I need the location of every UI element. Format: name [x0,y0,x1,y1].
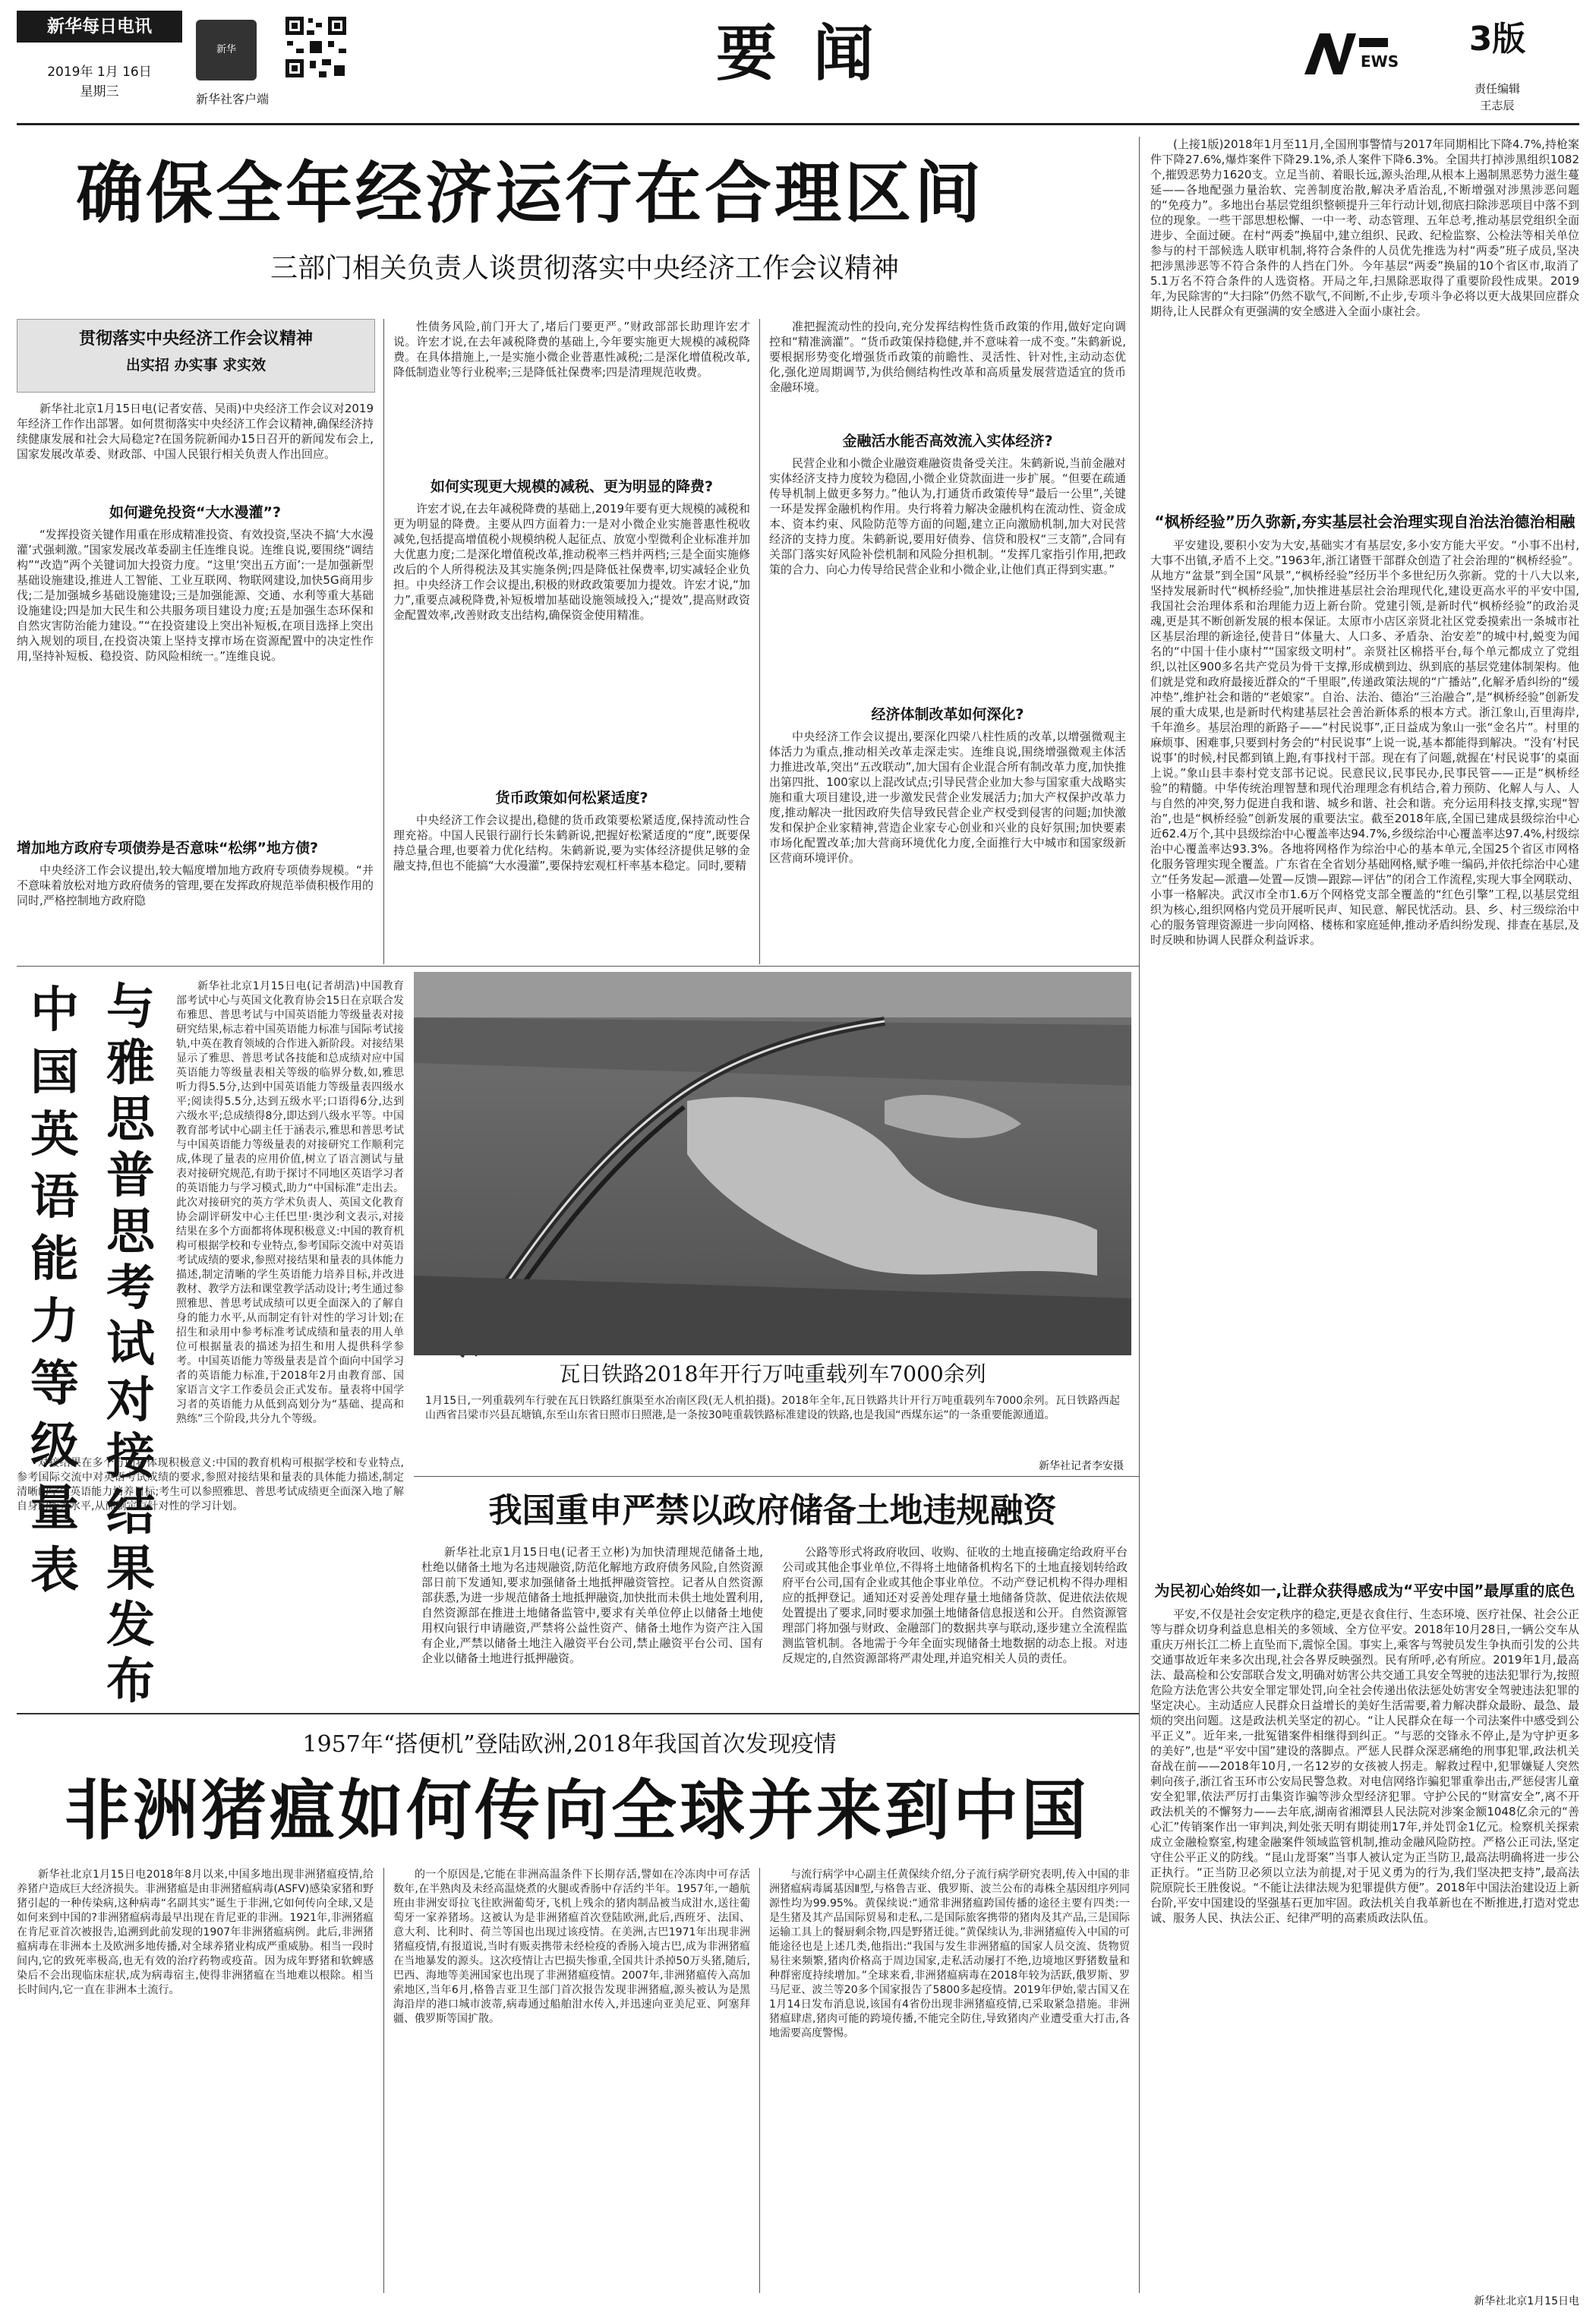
lead-paragraph: 许宏才说,在去年减税降费的基础上,2019年要有更大规模的减税和更为明显的降费。主要从四方面着力:一是对小微企业实施普惠性税收减免,包括提高增值税小规模纳税人起征点、放宽小型微利企业标准并加大优惠力度;二是深化增值税改革,推动税率三档并两档;三是全面实施修改后的个人所得税法及其实施条例;四是降低社保费率,切实减轻企业负担。中央经济工作会议提出,积极的财政政策要加力提效。许宏才说,“加力”,重要点减税降费,补短板增加基础设施领域投入;“提效”,提高财政资金配置效率,改善财政支出结构,确保资金使用精准。 [393,502,750,622]
land-column-1 [421,1544,763,1696]
lead-paragraph: 性债务风险,前门开大了,堵后门要更严。”财政部部长助理许宏才说。许宏才说,在去年减税降费的基础上,今年要实施更大规模的减税降费。在具体措施上,一是实施小微企业普惠性减税;二是深化增值税改革,降低制造业等行业税率;三是降低社保费率;四是清理规范收费。 [393,320,750,379]
question-heading: 货币政策如何松紧适度? [495,790,648,806]
english-title-col1: 中国英语能力等级量表 [30,982,79,1599]
photo-caption: 1月15日,一列重载列车行驶在瓦日铁路红旗渠至水冶南区段(无人机拍摄)。2018年全年,瓦日铁路共计开行万吨重载列车7000余列。瓦日铁路西起山西省吕梁市兴县瓦塘镇,东至山东省日照市日照港,是一条按30吨重载铁路标准建设的铁路,也是我国“西煤东运”的一条重要能源通道。 [425,1395,1120,1421]
masthead-divider [17,123,1579,125]
lead-column-1 [17,401,374,963]
column-rule [759,1868,760,2293]
question-heading: 金融活水能否高效流入实体经济? [842,433,1053,449]
svg-text:EWS: EWS [1361,52,1399,71]
lead-paragraph: “发挥投资关键作用重在形成精准投资、有效投资,坚决不搞‘大水漫灌’式强刺激。”国家发展改革委副主任连维良说。连维良说,要围绕“调结构”“改造”两个关键词加大投资力度。“这里‘突出五方面’:一是加强新型基础设施建设,推进人工智能、工业互联网、物联网建设,加快5G商用步伐;二是加强城乡基础设施建设;三是加强能源、交通、水利等重大基础设施建设;四是加大民生和公共服务项目建设力度;五是加强生态环保和自然灾害防治能力建设。”“在投资建设上突出补短板,在项目选择上突出纳入规划的项目,在投资决策上坚持支撑市场在资源配置中的决定性作用,坚持补短板、稳投资、防风险相统一。”连维良说。 [17,528,374,663]
english-body [176,979,404,1450]
asf-paragraph: 与流行病学中心副主任黄保续介绍,分子流行病学研究表明,传入中国的非洲猪瘟病毒属基因Ⅱ型,与格鲁吉亚、俄罗斯、波兰公布的毒株全基因组序列同源性均为99.95%。黄保续说:“通常非洲猪瘟跨国传播的途径主要有四类:一是生猪及其产品国际贸易和走私,二是国际旅客携带的猪肉及其产品,三是国际运输工具上的餐厨剩余物,四是野猪迁徙。”黄保续认为,非洲猪瘟传入中国的可能途径也是上述几类,他指出:“我国与发生非洲猪瘟的国家人员交流、货物贸易往来频繁,猪肉价格高于周边国家,走私活动屡打不绝,边境地区野猪数量和种群密度持续增加。”全球来看,非洲猪瘟病毒在2018年较为活跃,俄罗斯、罗马尼亚、波兰等20多个国家报告了5800多起疫情。2019年伊始,蒙古国又在1月14日发布消息说,该国有4省份出现非洲猪瘟疫情,已采取紧急措施。非洲猪瘟肆虐,猪肉可能的跨境传播,不能完全防住,导致猪肉产业遭受重大打击,各地需要高度警惕。 [769,1869,1130,2039]
topic-banner-title: 贯彻落实中央经济工作会议精神 [78,330,313,349]
asf-kicker: 1957年“搭便机”登陆欧洲,2018年我国首次发现疫情 [302,1731,837,1758]
question-heading: 增加地方政府专项债券是否意味“松绑”地方债? [17,840,318,856]
app-label: 新华社客户端 [196,92,270,106]
photo-credit: 新华社记者李安摄 [1039,1460,1124,1472]
question-heading: 如何实现更大规模的减税、更为明显的降费? [430,478,714,495]
right-column [1150,137,1579,2293]
land-paragraph: 公路等形式将政府收回、收购、征收的土地直接确定给政府平台公司或其他企事业单位,不得将土地储备机构名下的土地直接划转给政府平台公司,国有企业或其他企事业单位。不动产登记机构不得办理相应的抵押登记。通知还对妥善处理存量土地储备贷款、促进依法依规处置提出了要求,同时要求加强土地储备信息报送和公开。自然资源管理部门将加强与财政、金融部门的数据共享与联动,逐步建立全流程监测监管机制。各地需于今年全面实现储备土地数据的动态上报。对违反规定的,自然资源部将严肃处理,并追究相关人员的责任。 [782,1545,1128,1665]
right-subheading: “枫桥经验”历久弥新,夯实基层社会治理实现自治法治德治相融 [1154,513,1575,531]
topic-banner [17,319,375,393]
footer-credit: 新华社北京1月15日电 [1474,2295,1579,2307]
page-number: 3版 [1468,20,1526,58]
xinhua-news-logo-icon [1300,27,1399,80]
editor-name: 王志辰 [1480,99,1515,112]
section-title: 要 闻 [716,17,882,89]
lead-column-2 [393,319,750,964]
issue-weekday: 星期三 [80,84,119,99]
issue-date: 2019年 1月 16日 [47,65,152,80]
editor-role: 责任编辑 [1474,82,1520,96]
qr-code-icon [284,15,348,79]
question-heading: 如何避免投资“大水漫灌”? [109,504,281,521]
column-rule [383,1868,384,2293]
column-rule [1139,137,1140,2293]
section-rule [17,966,1139,967]
asf-column-2 [393,1868,750,2293]
land-headline: 我国重申严禁以政府储备土地违规融资 [488,1491,1057,1530]
lead-paragraph: 准把握流动性的投向,充分发挥结构性货币政策的作用,做好定向调控和“精准滴灌”。“货币政策保持稳健,并不意味着一成不变。”朱鹤新说,要根据形势变化增强货币政策的前瞻性、灵活性、针对性,主动动态优化,强化逆周期调节,为供给侧结构性改革和高质量发展营造适宜的货币金融环境。 [769,320,1126,394]
land-paragraph: 新华社北京1月15日电(记者王立彬)为加快清理规范储备土地,杜绝以储备土地为名违规融资,防范化解地方政府债务风险,自然资源部日前下发通知,要求加强储备土地抵押融资管控。记者从自然资源部获悉,为进一步规范储备土地抵押融资,加快批而未供土地处置利用,自然资源部在推进土地储备监管中,要求有关单位停止以储备土地使用权向银行申请融资,严禁将公益性资产、储备土地作为资产注入国有企业,严禁以储备土地注入融资平台公司,禁止融资平台公司、国有企业以储备土地进行抵押融资。 [421,1545,763,1665]
lead-headline: 确保全年经济运行在合理区间 [76,154,985,232]
lead-paragraph: 中央经济工作会议提出,稳健的货币政策要松紧适度,保持流动性合理充裕。中国人民银行副行长朱鹤新说,把握好松紧适度的“度”,既要保持总量合理,也要着力优化结构。朱鹤新说,要为实体经济提供足够的金融支持,但也不能搞“大水漫灌”,要保持宏观杠杆率基本稳定。同时,要精 [393,813,750,872]
lead-paragraph: 中央经济工作会议提出,要深化四梁八柱性质的改革,以增强微观主体活力为重点,推动相关改革走深走实。连维良说,围绕增强微观主体活力推进改革,突出“五改联动”,加大国有企业混合所有制改革力度,加快推出第四批、100家以上混改试点;引导民营企业加大参与国家重大战略实施和重大项目建设,进一步激发民营企业发展活力;加大产权保护改革力度,推动解决一批因政府失信导致民营企业产权受到侵害的问题;加快激发和保护企业家精神,营造企业家专心创业和兴业的良好氛围;加快要素市场化配置改革;加大营商环境优化力度,全面推行大中城市和国家级新区营商环境评价。 [769,730,1126,865]
asf-paragraph: 新华社北京1月15日电2018年8月以来,中国多地出现非洲猪瘟疫情,给养猪户造成巨大经济损失。非洲猪瘟是由非洲猪瘟病毒(ASFV)感染家猪和野猪引起的一种传染病,这种病毒“名副其实”诞生于非洲,它如何传向全球,又是如何来到中国的?非洲猪瘟病毒最早出现在肯尼亚的非洲。1921年,非洲猪瘟在肯尼亚首次被报告,追溯到此前发现的1907年非洲猪瘟病例。此后,非洲猪瘟病毒在非洲本土及欧洲多地传播,对全球养猪业构成严重威胁。相当一段时间内,它的致死率极高,也无有效的治疗药物或疫苗。因为成年野猪和软蜱感染后不会出现临床症状,成为病毒宿主,使得非洲猪瘟在当地难以根除。相当长时间内,它一直在非洲本土流行。 [17,1869,374,1996]
english-paragraph: 对接结果在多个方面将体现积极意义:中国的教育机构可根据学校和专业特点,参考国际交流中对英语考试成绩的要求,参照对接结果和量表的具体能力描述,制定清晰的学生英语能力培养目标;考生可以参照雅思、普思考试成绩更全面深入地了解自身的能力水平,从而制定有针对性的学习计划。 [17,1457,404,1512]
asf-column-1 [17,1868,374,2293]
question-heading: 经济体制改革如何深化? [871,706,1024,723]
asf-paragraph: 的一个原因是,它能在非洲高温条件下长期存活,譬如在冷冻肉中可存活数年,在半熟肉及未经高温烧煮的火腿或香肠中存活约半年。1957年,一趟航班由非洲安哥拉飞往欧洲葡萄牙,飞机上残余的猪肉制品被当成泔水,送往葡萄牙一家养猪场。这被认为是非洲猪瘟首次登陆欧洲,此后,西班牙、法国、意大利、比利时、荷兰等国也出现过该疫情。在美洲,古巴1971年出现非洲猪瘟疫情,有报道说,当时有贩卖携带未经检疫的香肠入境古巴,成为非洲猪瘟在当地暴发的源头。这次疫情让古巴损失惨重,全国共计杀掉50万头猪,随后,巴西、海地等美洲国家也出现了非洲猪瘟疫情。2007年,非洲猪瘟传入高加索地区,当年6月,格鲁吉亚卫生部门首次报告发现非洲猪瘟,源头被认为是黑海沿岸的港口城市波蒂,病毒通过船舶泔水传入,并迅速向亚美尼亚、阿塞拜疆、俄罗斯等国扩散。 [393,1869,750,2025]
section-rule [17,1713,1139,1714]
lead-column-3 [769,319,1126,964]
photo-caption-title: 瓦日铁路2018年开行万吨重载列车7000余列 [559,1361,986,1386]
right-subheading: 为民初心始终如一,让群众获得感成为“平安中国”最厚重的底色 [1154,1582,1575,1600]
english-title-col2: 与雅思普思考试对接结果发布 [106,979,155,1710]
right-bottom-paragraph: 平安,不仅是社会安定秩序的稳定,更是衣食住行、生态环境、医疗社保、社会公正等与群众切身利益息息相关的多领域、全方位平安。2018年10月28日,一辆公交车从重庆万州长江二桥上直坠而下,震惊全国。事实上,乘客与驾驶员发生争执而引发的公共交通事故近年来多次出现,社会各界反映强烈。民有所呼,必有所应。2019年1月,最高法、最高检和公安部联合发文,明确对妨害公共交通工具安全驾驶的违法犯罪行为,按照危险方法危害公共安全罪定罪处罚,向全社会传递出依法惩处妨害安全驾驶违法犯罪的坚定决心。主动适应人民群众日益增长的美好生活需要,着力解决群众最盼、最急、最烦的突出问题。这是政法机关坚定的初心。“让人民群众在每一个司法案件中感受到公平正义”。近年来,一批冤错案件相继得到纠正。“与恶的交锋永不停止,是为守护更多的美好”,也是“平安中国”建设的落脚点。严惩人民群众深恶痛绝的刑事犯罪,政法机关奋战在前——2018年10月,一名12岁的女孩被人拐走。解救过程中,犯罪嫌疑人突然刺向孩子,浙江省玉环市公安局民警急救。对电信网络诈骗犯罪重拳出击,严惩侵害儿童安全犯罪,依法严厉打击集资诈骗等涉众型经济犯罪。守护公民的“财富安全”,离不开政法机关的不懈努力——去年底,湖南省湘潭县人民法院对涉案金额1048亿余元的“善心汇”传销案作出一审判决,判处张天明有期徒刑17年,并处罚金1亿元。检察机关探索成立金融检察室,构建金融案件领域监管机制,推动金融风险防控。严格公正司法,坚定守住公平正义的防线。“昆山龙哥案”当事人被认定为正当防卫,最高法明确将进一步公正执行。“正当防卫必须以立法为前提,对于见义勇为的行为,我们坚决把支持”,最高法院原院长王胜俊说。“不能让法律法规为犯罪提供方便”。2018年中国法治建设迈上新台阶,平安中国建设的坚强基石更加牢固。政法机关自我革新也在不断推进,打造对党忠诚、服务人民、执法公正、纪律严明的高素质政法队伍。 [1150,1607,1579,1925]
english-body-continued [17,1456,404,1684]
railway-photo [414,972,1131,1355]
lead-paragraph: 中央经济工作会议提出,较大幅度增加地方政府专项债券规模。“并不意味着放松对地方政府债务的管理,要在发挥政府规范举债积极作用的同时,严格控制地方政府隐 [17,863,374,907]
column-rule [759,319,760,964]
masthead [17,0,1579,121]
asf-headline: 非洲猪瘟如何传向全球并来到中国 [65,1773,1090,1849]
land-column-2 [782,1544,1128,1696]
topic-banner-sub: 出实招 办实事 求实效 [125,357,267,374]
lead-subtitle: 三部门相关负责人谈贯彻落实中央经济工作会议精神 [270,253,899,284]
column-rule [383,319,384,964]
lead-paragraph: 民营企业和小微企业融资难融资贵备受关注。朱鹤新说,当前金融对实体经济支持力度较为稳固,小微企业贷款面进一步扩展。“但要在疏通传导机制上做更多努力。”他认为,打通货币政策传导“最后一公里”,关键一环是发挥金融机构作用。央行将着力解决金融机构在流动性、资金成本、资本约束、风险防范等方面的问题,建立正向激励机制,加大对民营经济的支持力度。朱鹤新说,要用好债券、信贷和股权“三支箭”,合同有关部门落实好风险补偿机制和风险分担机制。“发挥几家指引作用,把政策的合力、向心力传导给民营企业和小微企业,让他们真正得到实惠。” [769,456,1126,576]
paper-name: 新华每日电讯 [17,11,182,43]
right-mid-paragraph: 平安建设,要积小安为大安,基础实才有基层安,多小安方能大平安。“小事不出村,大事不出镇,矛盾不上交。”1963年,浙江诸暨干部群众创造了社会治理的“枫桥经验”。从地方“盆景”到全国“风景”,“枫桥经验”经历半个多世纪历久弥新。党的十八大以来,坚持发展新时代“枫桥经验”,加快推进基层社会治理现代化,建设更高水平的平安中国,我国社会治理体系和治理能力迈上新台阶。党建引领,是新时代“枫桥经验”的政治灵魂,更是其不断创新发展的根本保证。太原市小店区亲贤北社区党委摸索出一条城市社区基层治理的新途径,使昔日“体量大、人口多、矛盾杂、治安差”的城中村,蜕变为闻名的“中国十佳小康村”“国家级文明村”。亲贤社区棉搭平台,每个单元都成立了党组织,以社区900多名共产党员为骨干支撑,形成横到边、纵到底的基层党建体制架构。他们就是党和政府最接近群众的“千里眼”,传递政策法规的“广播站”,化解矛盾纠纷的“缓冲垫”,维护社会和谐的“老娘家”。自治、法治、德治“三治融合”,是“枫桥经验”创新发展的重大成果,也是新时代构建基层社会善治新体系的根本方式。浙江象山,百里海岸,千年渔乡。基层治理的新路子——“村民说事”,正日益成为象山一张“金名片”。村里的麻烦事、困难事,只要到村务会的“村民说事”上说一说,基本都能得到解决。“没有‘村民说事’的时候,村民都到镇上跑,有事找村干部。现在有了问题,就握在‘村民说事’的桌面上说。”象山县丰泰村党支部书记说。民意民议,民事民办,民事民管——正是“枫桥经验”的精髓。中华传统治理智慧和现代治理理念有机结合,着力预防、化解人与人、人与自然的冲突,努力促进自我和谐、城乡和谐、社会和谐。充分运用科技支撑,实现“智治”,也是“枫桥经验”创新发展的重要法宝。截至2018年底,全国已建成县级综治中心近62.4万个,其中县级综治中心覆盖率达94.7%,乡级综治中心覆盖率达97.4%,村级综治中心覆盖率达93.3%。各地将网格作为综治中心的基本单元,全国25个省区市网格化服务管理实现全覆盖。广东省在全省划分基础网格,赋予唯一编码,并依托综治中心建立“任务发起—派遣—处置—反馈—跟踪—评估”的闭合工作流程,实现大事全网联动、小事一格解决。武汉市全市1.6万个网格党支部全覆盖的“红色引擎”工程,以基层党组织为核心,组织网格内党员开展听民声、知民意、解民忧活动。县、乡、村三级综治中心的服务管理资源进一步向网格、楼栋和家庭延伸,推动矛盾纠纷发现、排查在基层,及时反映和协调人民群众利益诉求。 [1150,538,1579,947]
app-logo-icon: 新华 [196,20,257,80]
right-top-paragraph: (上接1版)2018年1月至11月,全国刑事警情与2017年同期相比下降4.7%,持枪案件下降27.6%,爆炸案件下降29.1%,杀人案件下降6.3%。全国共打掉涉黑组织1082个,摧毁恶势力1620支。立足当前、着眼长远,源头治理,从根本上遏制黑恶势力滋生蔓延——各地配强力量治软、完善制度治散,解决矛盾治乱,不断增强对涉黑涉恶问题的“免疫力”。多地出台基层党组织整顿提升三年行动计划,彻底扫除涉恶项目中落不到位的现象。一些干部思想松懈、一中一考、动态管理、五年总考,推动基层党组织全面进步、全面过硬。在村“两委”换届中,建立组织、民政、纪检监察、公检法等相关单位参与的村干部候选人联审机制,将符合条件的人员优先推选为村“两委”班子成员,坚决把涉黑涉恶等不符合条件的人挡在门外。今年基层“两委”换届的10个省区市,取消了5.1万名不符合条件的人选资格。开局之年,扫黑除恶取得了重要阶段性成果。2019年,为民除害的“大扫除”仍然不歇气,不间断,不止步,专项斗争必将以更大战果回应群众期待,让人民群众有更强满的安全感进入全面小康社会。 [1150,137,1579,318]
english-paragraph: 新华社北京1月15日电(记者胡浩)中国教育部考试中心与英国文化教育协会15日在京联合发布雅思、普思考试与中国英语能力等级量表对接研究结果,标志着中国英语能力标准与国际考试接轨,中英在教育领域的合作进入新阶段。对接结果显示了雅思、普思考试各技能和总成绩对应中国英语能力等级量表相关等级的临界分数,如,雅思听力得5.5分,达到中国英语能力等级量表四级水平;阅读得5.5分,达到五级水平;口语得6分,达到六级水平;总成绩得8分,即达到八级水平等。中国教育部考试中心副主任于涵表示,雅思和普思考试与中国英语能力等级量表的对接研究工作顺利完成,体现了量表的应用价值,树立了语言测试与量表对接研究规范,有助于探讨不同地区英语学习者的英语能力与学习模式,助力“中国标准”走出去。此次对接研究的英方学术负责人、英国文化教育协会副评研发中心主任巴里·奥沙利文表示,对接结果在多个方面都将体现积极意义:中国的教育机构可根据学校和专业特点,参考国际交流中对英语考试成绩的要求,参照对接结果和量表的具体能力描述,制定清晰的学生英语能力培养目标,并改进教材、教学方法和课堂教学活动设计;考生通过参照雅思、普思考试成绩可以更全面深入的了解自身的能力水平,从而制定有针对性的学习计划;在招生和录用中参考标准考试成绩和量表的用人单位可根据量表的描述为招生和用人提供科学参考。中国英语能力等级量表是首个面向中国学习者的英语能力标准,于2018年2月由教育部、国家语言文字工作委员会正式发布。量表将中国学习者的英语能力从低到高划分为“基础、提高和熟练”三个阶段,共分九个等级。 [176,980,404,1425]
lead-intro: 新华社北京1月15日电(记者安蓓、吴雨)中央经济工作会议对2019年经济工作作出部署。如何贯彻落实中央经济工作会议精神,确保经济持续健康发展和社会大局稳定?在国务院新闻办15日召开的新闻发布会上,国家发展改革委、财政部、中国人民银行相关负责人作出回应。 [17,402,374,461]
section-rule [414,1476,1139,1477]
asf-column-3 [769,1868,1130,2293]
